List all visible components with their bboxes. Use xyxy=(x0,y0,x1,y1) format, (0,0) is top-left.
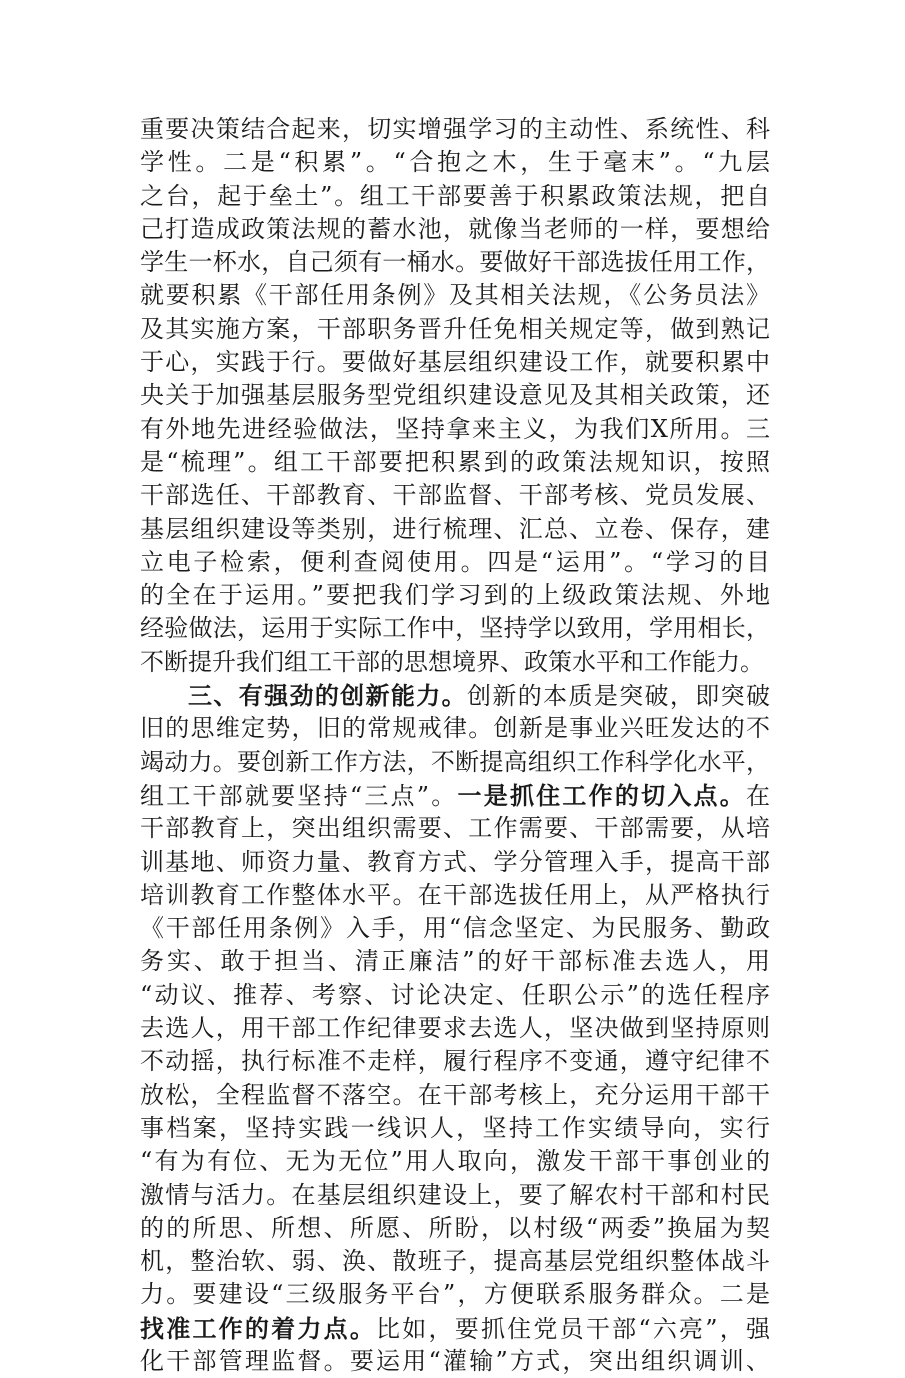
text-line: 经验做法，运用于实际工作中，坚持学以致用，学用相长， xyxy=(140,614,770,643)
bold-point: 一是抓住工作的切入点。 xyxy=(457,780,746,810)
text-line: 机，整治软、弱、涣、散班子，提高基层党组织整体战斗 xyxy=(140,1247,770,1276)
text-line: 有外地先进经验做法，坚持拿来主义，为我们X所用。三 xyxy=(140,414,770,443)
text-line: “有为有位、无为无位”用人取向，激发干部干事创业的 xyxy=(140,1147,770,1176)
text-line: 学性。二是“积累”。“合抱之木，生于毫末”。“九层 xyxy=(140,148,770,177)
text-line: 立电子检索，便利查阅使用。四是“运用”。“学习的目 xyxy=(140,547,770,576)
text-line xyxy=(140,1312,770,1345)
text-line: 己打造成政策法规的蓄水池，就像当老师的一样，要想给 xyxy=(140,214,770,243)
text-line: 《干部任用条例》入手，用“信念坚定、为民服务、勤政 xyxy=(140,914,770,943)
text-line: 务实、敢于担当、清正廉洁”的好干部标准去选人，用 xyxy=(140,947,770,976)
text-line: 之台，起于垒土”。组工干部要善于积累政策法规，把自 xyxy=(140,181,770,210)
text-line: 学生一杯水，自己须有一桶水。要做好干部选拔任用工作， xyxy=(140,248,770,277)
text-line: 竭动力。要创新工作方法，不断提高组织工作科学化水平， xyxy=(140,747,770,776)
section-heading-line xyxy=(140,679,770,712)
text-line: 干部选任、干部教育、干部监督、干部考核、党员发展、 xyxy=(140,481,770,510)
text-line: 训基地、师资力量、教育方式、学分管理入手，提高干部 xyxy=(140,847,770,876)
text-line: 旧的思维定势，旧的常规戒律。创新是事业兴旺发达的不 xyxy=(140,714,770,743)
text-line: 化干部管理监督。要运用“灌输”方式，突出组织调训、 xyxy=(140,1346,770,1375)
document-body xyxy=(140,113,770,1378)
text-line: 放松，全程监督不落空。在干部考核上，充分运用干部干 xyxy=(140,1080,770,1109)
text-line: 重要决策结合起来，切实增强学习的主动性、系统性、科 xyxy=(140,115,770,143)
text-line: 去选人，用干部工作纪律要求去选人，坚决做到坚持原则 xyxy=(140,1014,770,1043)
text-run: 组工干部就要坚持“三点”。 xyxy=(140,781,458,810)
text-line: 事档案，坚持实践一线识人，坚持工作实绩导向，实行 xyxy=(140,1113,770,1142)
text-line: 于心，实践于行。要做好基层组织建设工作，就要积累中 xyxy=(140,348,770,377)
text-run: 在 xyxy=(746,781,770,810)
text-line: 基层组织建设等类别，进行梳理、汇总、立卷、保存，建 xyxy=(140,514,770,543)
bold-point: 找准工作的着力点。 xyxy=(140,1313,377,1343)
text-line: “动议、推荐、考察、讨论决定、任职公示”的选任程序 xyxy=(140,980,770,1009)
text-line: 及其实施方案，干部职务晋升任免相关规定等，做到熟记 xyxy=(140,314,770,343)
section-heading: 三、有强劲的创新能力。 xyxy=(188,681,467,711)
paragraph-last-line: 不断提升我们组工干部的思想境界、政策水平和工作能力。 xyxy=(140,647,764,676)
text-line: 力。要建设“三级服务平台”，方便联系服务群众。二是 xyxy=(140,1280,770,1309)
text-run: 创新的本质是突破，即突破 xyxy=(467,682,770,711)
text-line: 激情与活力。在基层组织建设上，要了解农村干部和村民 xyxy=(140,1180,770,1209)
text-run: 比如，要抓住党员干部“六亮”，强 xyxy=(376,1314,770,1343)
text-line: 的的所思、所想、所愿、所盼，以村级“两委”换届为契 xyxy=(140,1213,770,1242)
text-line xyxy=(140,779,770,812)
text-line: 就要积累《干部任用条例》及其相关法规，《公务员法》 xyxy=(140,281,770,310)
text-line: 是“梳理”。组工干部要把积累到的政策法规知识，按照 xyxy=(140,447,770,476)
text-line: 的全在于运用。”要把我们学习到的上级政策法规、外地 xyxy=(140,581,770,610)
text-line: 干部教育上，突出组织需要、工作需要、干部需要，从培 xyxy=(140,814,770,843)
text-line: 不动摇，执行标准不走样，履行程序不变通，遵守纪律不 xyxy=(140,1047,770,1076)
text-line: 央关于加强基层服务型党组织建设意见及其相关政策，还 xyxy=(140,381,770,410)
text-line: 培训教育工作整体水平。在干部选拔任用上，从严格执行 xyxy=(140,880,770,909)
